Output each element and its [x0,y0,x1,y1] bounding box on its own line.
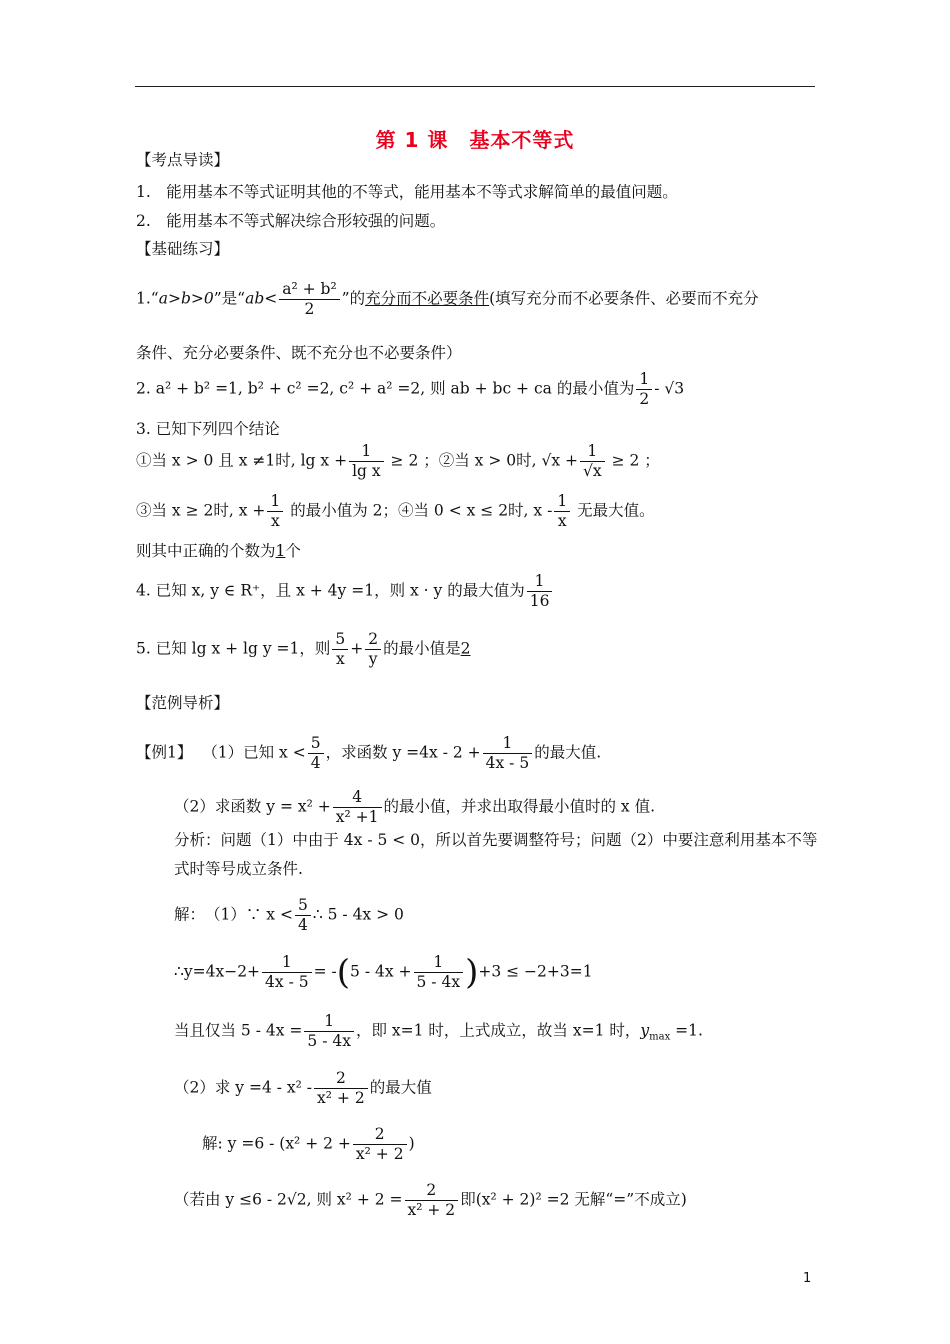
question-2: 2. a² + b² =1, b² + c² =2, c² + a² =2, 则 ab + bc + ca 的最小值为 $\frac{1}{2}$ - √3 [136,370,685,408]
q3-frac-4: $\frac{1}{x}$ [554,492,570,531]
note-frac: $\frac{2}{\text{x² + 2}}$ [405,1181,459,1220]
example-1-analysis-1: 分析：问题（1）中由于 4x - 5 < 0，所以首先要调整符号；问题（2）中要注意利用基本不等 [174,831,818,849]
q1-fraction: $\frac{\text{a² + b²}}{2}$ [279,280,339,319]
solution-2-line-1: 解: y =6 - (x² + 2 + $\frac{2}{\text{x² + 2}}$ ) [202,1125,415,1163]
sol4-frac: $\frac{2}{\text{x² + 2}}$ [353,1125,407,1164]
section-examples: 【范例导析】 [136,694,230,712]
question-3-row1: ①当 x > 0 且 x ≠1时, lg x + $\frac{1}{\text{lg x}}$ ≥ 2 ；②当 x > 0时, √x + $\frac{1}{√x}$ ≥ 2 ； [136,442,660,480]
question-1: 1.“a>b>0”是“ab< $\frac{\text{a² + b²}}{2}$ ”的充分而不必要条件(填写充分而不必要条件、必要而不充分 [136,280,759,318]
ex1-frac-2: $\frac{1}{4x - 5}$ [483,734,533,773]
solution-1-line-2: ∴y=4x−2+ $\frac{1}{4x - 5}$ = -(5 - 4x + $\frac{1}{5 - 4x}$ )+3 ≤ −2+3=1 [174,952,593,993]
question-3-conclusion: 则其中正确的个数为1个 [136,542,301,560]
sol2-frac-1: $\frac{1}{4x - 5}$ [262,953,312,992]
question-4: 4. 已知 x, y ∈ R⁺，且 x + 4y =1，则 x · y 的最大值为 $\frac{1}{16}$ [136,572,554,611]
q5-frac-1: $\frac{5}{x}$ [332,630,348,669]
example-1-part3: （2）求 y =4 - x² - $\frac{2}{\text{x² + 2}}$ 的最大值 [174,1069,432,1107]
q1-answer: 充分而不必要条件 [365,289,490,308]
guide-item-1: 1. 能用基本不等式证明其他的不等式，能用基本不等式求解简单的最值问题。 [136,183,678,201]
q3-frac-1: $\frac{1}{\text{lg x}}$ [349,442,384,481]
p3-frac: $\frac{2}{\text{x² + 2}}$ [314,1069,368,1108]
question-3-stem: 3. 已知下列四个结论 [136,420,280,438]
question-1-line2: 条件、充分必要条件、既不充分也不必要条件） [136,344,462,362]
left-paren: ( [336,952,351,993]
ex1-frac-3: $\frac{4}{\text{x² +1}}$ [333,788,382,827]
guide-item-2: 2. 能用基本不等式解决综合形较强的问题。 [136,212,446,230]
section-basic: 【基础练习】 [136,240,230,258]
question-3-row2: ③当 x ≥ 2时, x + $\frac{1}{x}$ 的最小值为 2；④当 0 < x ≤ 2时, x - $\frac{1}{x}$ 无最大值。 [136,492,655,530]
right-paren: ) [465,952,479,993]
example-1-analysis-2: 式时等号成立条件. [174,860,303,878]
ex1-frac-1: $\frac{5}{4}$ [308,734,324,773]
section-guide: 【考点导读】 [136,151,230,169]
q2-answer-fraction: $\frac{1}{2}$ [636,370,652,409]
question-5: 5. 已知 lg x + lg y =1，则 $\frac{5}{x}$ + $\frac{2}{y}$ 的最小值是2 [136,630,471,668]
solution-2-note: （若由 y ≤6 - 2√2, 则 x² + 2 = $\frac{2}{\text{x² + 2}}$ 即(x² + 2)² =2 无解“=”不成立) [174,1181,687,1219]
example-1-part1: 【例1】 （1）已知 x < $\frac{5}{4}$ ，求函数 y =4x - 2 + $\frac{1}{4x - 5}$ 的最大值. [136,734,602,772]
q5-frac-2: $\frac{2}{y}$ [365,630,381,669]
sol2-frac-2: $\frac{1}{5 - 4x}$ [414,953,464,992]
solution-1-line-3: 当且仅当 5 - 4x = $\frac{1}{5 - 4x}$ ，即 x=1 时，上式成立，故当 x=1 时，$y_{max} =1$. [174,1012,703,1050]
example-1-part2: （2）求函数 y = x² + $\frac{4}{\text{x² +1}}$ 的最小值，并求出取得最小值时的 x 值. [174,788,656,826]
solution-1-line-1: 解： （1）∵ x < $\frac{5}{4}$ ∴ 5 - 4x > 0 [174,896,404,934]
header-rule [135,86,815,87]
page-title: 第 1 课 基本不等式 [375,128,575,152]
sol3-frac: $\frac{1}{5 - 4x}$ [304,1012,354,1051]
page-number: 1 [803,1271,812,1286]
q4-answer-fraction: $\frac{1}{16}$ [527,572,553,611]
sol1-frac: $\frac{5}{4}$ [295,896,311,935]
q3-frac-2: $\frac{1}{√x}$ [580,442,605,481]
q3-frac-3: $\frac{1}{x}$ [267,492,283,531]
